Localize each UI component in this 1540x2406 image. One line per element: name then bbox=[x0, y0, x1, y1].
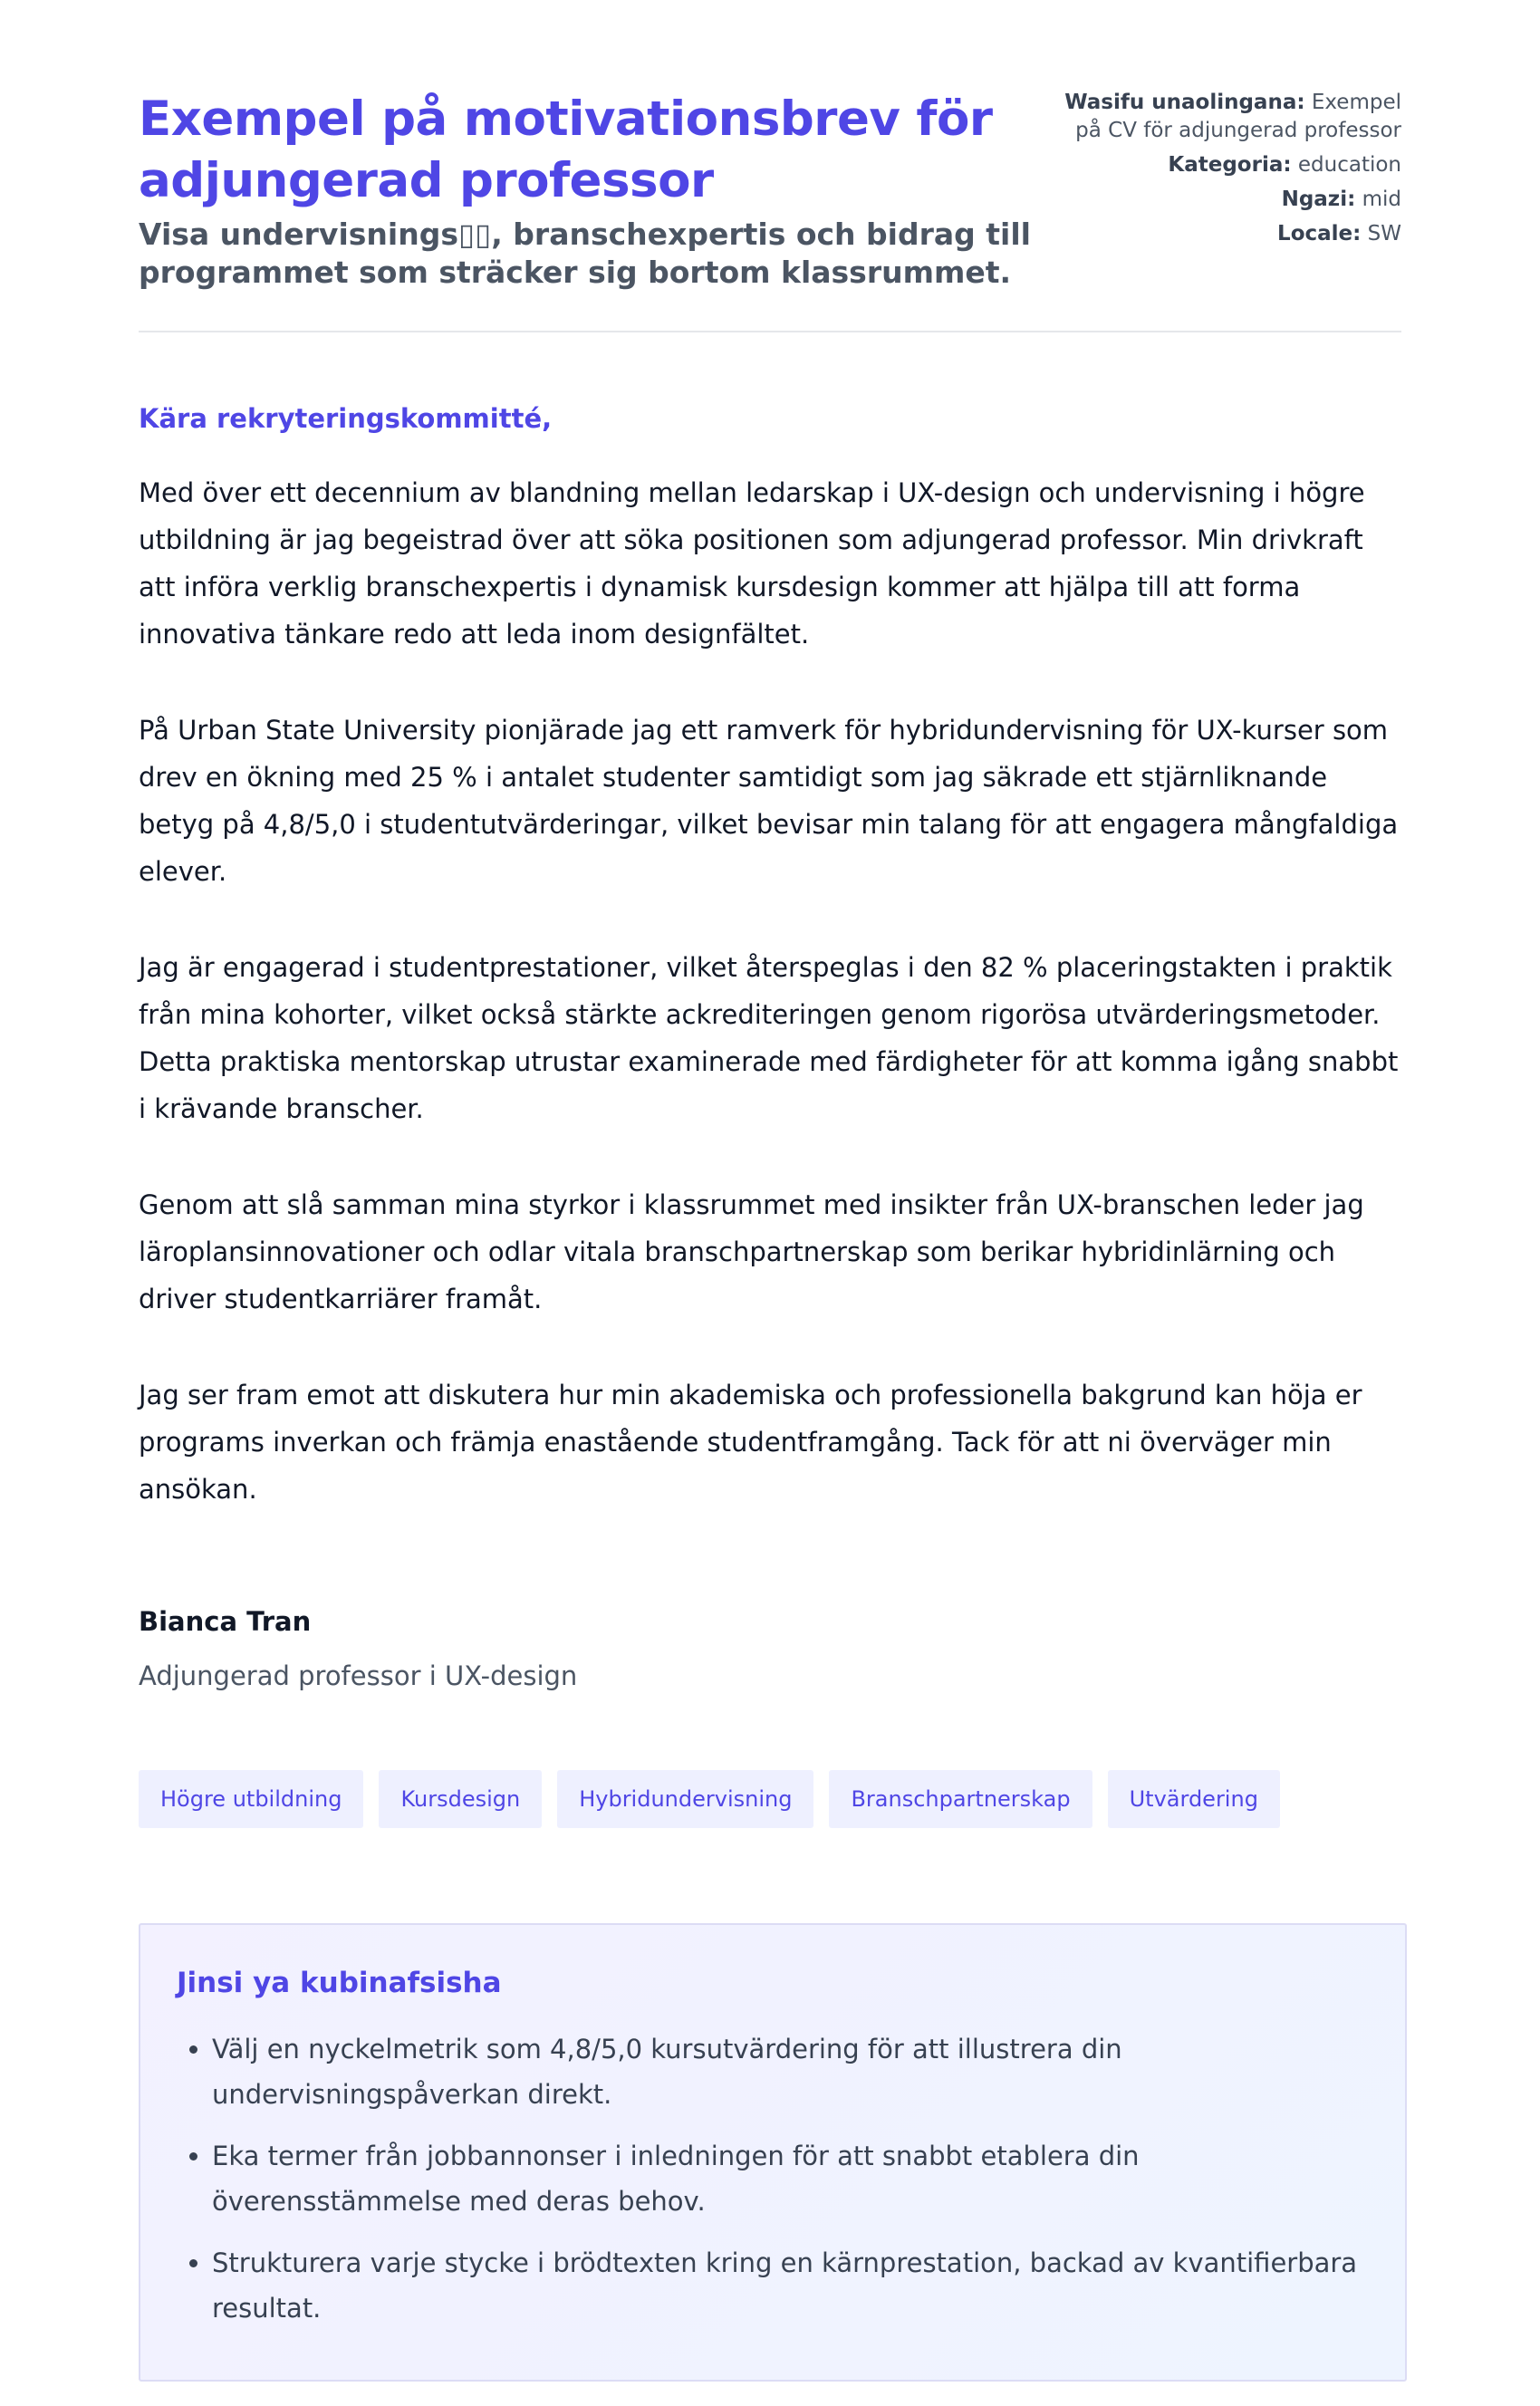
tip-item: • Välj en nyckelmetrik som 4,8/5,0 kursutvärdering för att illustrera din undervisningspåverkan direkt. bbox=[212, 2026, 1369, 2117]
header-titles bbox=[139, 89, 1044, 292]
page-title: Exempel på motivationsbrev för adjungerad professor bbox=[139, 91, 993, 208]
meta-level bbox=[1057, 186, 1401, 214]
signature-title: Adjungerad professor i UX-design bbox=[139, 1660, 578, 1691]
tips-list bbox=[177, 2026, 1369, 2331]
tag-chip[interactable]: Högre utbildning bbox=[139, 1770, 363, 1828]
meta-value: SW bbox=[1367, 222, 1401, 245]
tag-chip[interactable]: Hybridundervisning bbox=[557, 1770, 813, 1828]
signature-block bbox=[139, 1603, 1401, 1694]
letter-paragraph: Jag är engagerad i studentprestationer, vilket återspeglas i den 82 % placeringstakten i praktik från mina kohorter, vilket också stärkte ackrediteringen genom rigorösa utvärderingsmetoder. Detta praktiska mentorskap utrustar examinerade med färdigheter för att komma igång snabbt i krävande branscher. bbox=[139, 952, 1399, 1124]
meta-value-link[interactable]: Exempel på CV för adjungerad professor bbox=[1075, 91, 1401, 142]
page-header bbox=[139, 0, 1401, 290]
letter-body bbox=[139, 332, 1401, 2382]
customization-tips-panel bbox=[139, 1923, 1407, 2382]
meta-key: Wasifu unaolingana: bbox=[1064, 91, 1305, 114]
page-subtitle: Visa undervisnings▯▯, branschexpertis och bidrag till programmet som sträcker sig bortom klassrummet. bbox=[139, 217, 1031, 290]
letter-paragraph: Jag ser fram emot att diskutera hur min akademiska och professionella bakgrund kan höja er programs inverkan och främja enastående studentframgång. Tack för att ni överväger min ansökan. bbox=[139, 1380, 1362, 1505]
tag-chip[interactable]: Kursdesign bbox=[379, 1770, 542, 1828]
meta-locale bbox=[1057, 220, 1401, 248]
meta-value: mid bbox=[1362, 188, 1401, 211]
meta-matching-resume bbox=[1057, 89, 1401, 145]
tip-item: • Eka termer från jobbannonser i inledningen för att snabbt etablera din överensstämmelse med deras behov. bbox=[212, 2133, 1369, 2224]
tag-list bbox=[139, 1770, 1401, 1828]
letter-paragraph: På Urban State University pionjärade jag ett ramverk för hybridundervisning för UX-kurser som drev en ökning med 25 % i antalet studenter samtidigt som jag säkrade ett stjärnliknande betyg på 4,8/5,0 i studentutvärderingar, vilket bevisar min talang för att engagera mångfaldiga elever. bbox=[139, 715, 1399, 887]
tag-chip[interactable]: Utvärdering bbox=[1108, 1770, 1280, 1828]
tip-item: • Strukturera varje stycke i brödtexten kring en kärnprestation, backad av kvantifierbara resultat. bbox=[212, 2240, 1369, 2331]
meta-key: Ngazi: bbox=[1281, 188, 1356, 211]
meta-value: education bbox=[1297, 153, 1401, 177]
meta-panel bbox=[1057, 89, 1401, 255]
meta-key: Kategoria: bbox=[1168, 153, 1292, 177]
signature-name: Bianca Tran bbox=[139, 1606, 312, 1637]
letter-paragraph: Med över ett decennium av blandning mellan ledarskap i UX-design och undervisning i högre utbildning är jag begeistrad över att söka positionen som adjungerad professor. Min drivkraft att införa verklig branschexpertis i dynamisk kursdesign kommer att hjälpa till att forma innovativa tänkare redo att leda inom designfältet. bbox=[139, 477, 1365, 650]
letter-greeting: Kära rekryteringskommitté, bbox=[139, 403, 553, 434]
tips-title: Jinsi ya kubinafsisha bbox=[177, 1967, 502, 1999]
letter-paragraph: Genom att slå samman mina styrkor i klassrummet med insikter från UX-branschen leder jag läroplansinnovationer och odlar vitala branschpartnerskap som berikar hybridinlärning och driver studentkarriärer framåt. bbox=[139, 1189, 1364, 1314]
meta-key: Locale: bbox=[1277, 222, 1362, 245]
tag-chip[interactable]: Branschpartnerskap bbox=[829, 1770, 1092, 1828]
meta-category bbox=[1057, 151, 1401, 179]
